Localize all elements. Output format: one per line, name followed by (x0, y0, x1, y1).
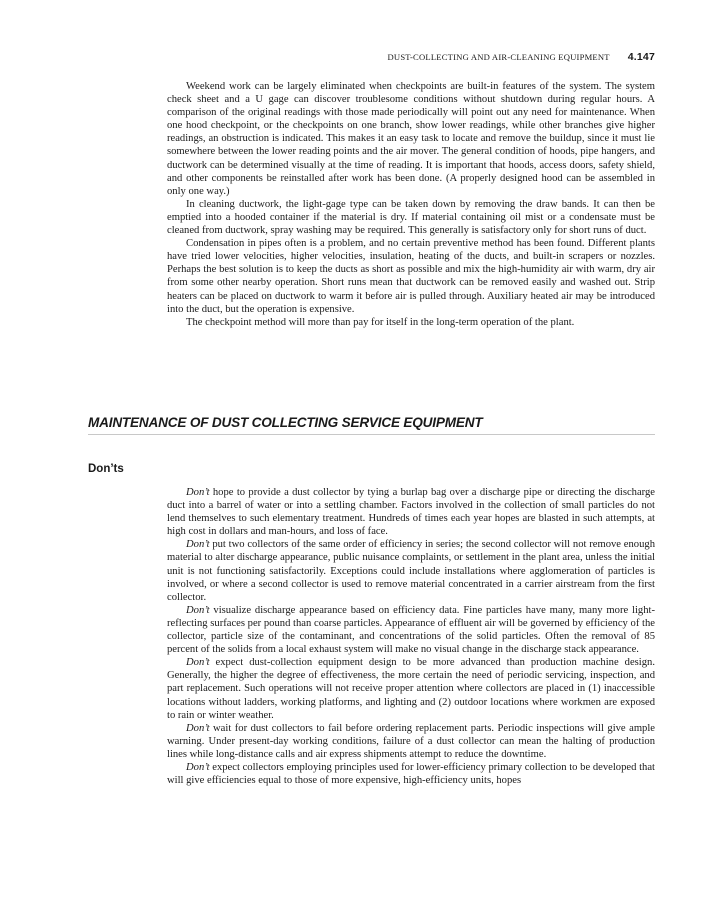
dont-item-burlap-bag (167, 486, 655, 538)
dont-text: wait for dust collectors to fail before ordering replacement parts. Periodic inspections will give ample warning. Under present-day working conditions, failure of a dust collector can mean the halting of production lines while long-distance calls and air express shipments attempt to reduce the downtime. (167, 722, 655, 760)
dont-lead: Don’t (186, 487, 210, 498)
dont-text: expect dust-collection equipment design to be more advanced than production machine design. Generally, the higher the degree of effectiveness, the more certain the need of periodic servicing, inspection, and part replacement. Such operations will not receive proper attention where collectors are placed in (1) inaccessible locations without ladders, working platforms, and lighting and (2) outdoor locations where workmen are exposed to rain or winter weather. (167, 657, 655, 721)
dont-text: put two collectors of the same order of efficiency in series; the second collector will not remove enough material to alter discharge appearance, public nuisance complaints, or settlement in the plant area, unless the initial unit is not functioning satisfactorily. Exceptions could include installations where agglomeration of particles is involved, or where a second collector is used to remove material concentrated in a carrier airstream from the first collector. (167, 539, 655, 603)
section-title: MAINTENANCE OF DUST COLLECTING SERVICE EQUIPMENT (88, 414, 655, 435)
paragraph-checkpoints: Weekend work can be largely eliminated when checkpoints are built-in features of the system. The system check sheet and a U gage can discover troublesome conditions without shutdown during regular hours. A comparison of the original readings with those made periodically will point out any need for maintenance. When one hood checkpoint, or the checkpoints on one branch, show lower readings, while other branches give higher readings, an obstruction is indicated. This makes it an easy task to locate and remove the buildup, since it must lie somewhere between the lower reading points and the air mover. The general condition of hoods, pipe hangers, and ductwork can be determined visually at the time of reading. It is important that hoods, access doors, safety shield, and other components be reinstalled after work has been done. (A properly designed hood can be assembled in only one way.) (167, 81, 655, 197)
dont-item-equipment-design (167, 656, 655, 721)
donts-text-block (167, 486, 655, 787)
page-number: 4.147 (627, 51, 655, 63)
dont-item-replacement-parts (167, 722, 655, 761)
dont-item-primary-collection (167, 761, 655, 787)
dont-lead: Don’t (186, 539, 210, 551)
running-title: DUST-COLLECTING AND AIR-CLEANING EQUIPMENT (387, 52, 610, 62)
dont-lead: Don’t (186, 657, 210, 669)
dont-item-discharge-appearance (167, 604, 655, 656)
paragraph-cleaning-ductwork: In cleaning ductwork, the light-gage type can be taken down by removing the draw bands. It can then be emptied into a hooded container if the material is dry. If material containing oil mist or a condensate must be cleaned from ductwork, spray washing may be required. This generally is satisfactory only for short runs of duct. (167, 198, 655, 237)
dont-text: expect collectors employing principles used for lower-efficiency primary collection to be developed that will give efficiencies equal to those of more expensive, high-efficiency units, hopes (167, 761, 655, 787)
subheading-donts: Don’ts (88, 463, 124, 475)
dont-lead: Don’t (186, 604, 210, 616)
running-header (0, 51, 655, 63)
paragraph-condensation: Condensation in pipes often is a problem, and no certain preventive method has been found. Different plants have tried lower velocities, higher velocities, insulation, heating of the ducts, and built-in scrapers or nozzles. Perhaps the best solution is to keep the ducts as short as possible and mix the high-humidity air with warm, dry air from some other nearby operation. Short runs mean that ductwork can be removed easily and washed out. Strip heaters can be placed on ductwork to warm it before air is pulled through. Auxiliary heated air may be introduced into the duct, but the operation is expensive. (167, 238, 655, 315)
dont-text: visualize discharge appearance based on efficiency data. Fine particles have many, many more light-reflecting surfaces per pound than coarse particles. Appearance of effluent air will be governed by efficiency of the collector, particle size of the contaminant, and concentrations of the solid particles. Often the removal of 85 percent of the solids from a local exhaust system will make no visual change in the discharge stack appearance. (167, 604, 655, 656)
dont-item-series-collectors (167, 538, 655, 603)
dont-lead: Don’t (186, 761, 210, 773)
intro-text-block (167, 80, 655, 329)
dont-lead: Don’t (186, 722, 210, 734)
paragraph-checkpoint-method: The checkpoint method will more than pay for itself in the long-term operation of the plant. (186, 316, 575, 328)
dont-text: hope to provide a dust collector by tying a burlap bag over a discharge pipe or directing the discharge duct into a barrel of water or into a settling chamber. Factors involved in the collection of small particles do not lend themselves to such elementary treatment. Hundreds of times each year hopes are blasted in such attempts, at high cost in dollars and man-hours, and loss of face. (167, 487, 655, 538)
